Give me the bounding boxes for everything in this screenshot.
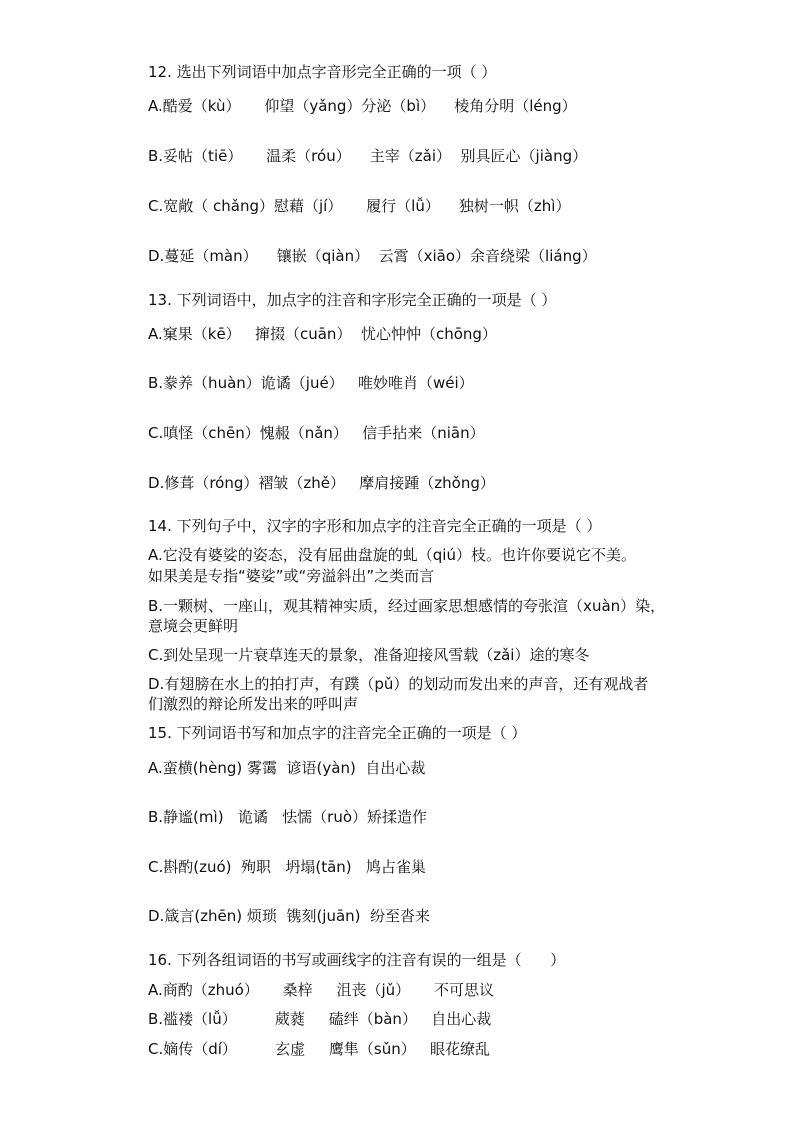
q12-option-b: B.妥帖（tiē） 温柔（róu） 主宰（zǎi） 别具匠心（jiàng） (148, 147, 588, 165)
q14-option-d-line2: 们激烈的辩论所发出来的呼叫声 (148, 695, 359, 713)
q14-option-d-line1: D.有翅膀在水上的拍打声，有蹼（pǔ）的划动而发出来的声音，还有观战者 (148, 675, 649, 693)
q13-stem: 13. 下列词语中，加点字的注音和字形完全正确的一项是（ ） (148, 291, 557, 309)
q14-option-c: C.到处呈现一片衰草连天的景象，准备迎接风雪载（zǎi）途的寒冬 (148, 646, 590, 664)
q15-option-b: B.静谧(mì) 诡谲 怯懦（ruò）矫揉造作 (148, 808, 428, 826)
q13-option-d: D.修葺（róng）褶皱（zhě） 摩肩接踵（zhǒng） (148, 474, 495, 492)
q16-option-a: A.商酌（zhuó） 桑梓 沮丧（jǔ） 不可思议 (148, 981, 495, 999)
q12-option-c: C.宽敞（ chǎng）慰藉（jí） 履行（lǚ） 独树一帜（zhì） (148, 197, 571, 215)
q16-option-b: B.褴褛（lǚ） 葳蕤 磕绊（bàn） 自出心裁 (148, 1010, 492, 1028)
q16-stem: 16. 下列各组词语的书写或画线字的注音有误的一组是（ ） (148, 951, 566, 969)
q15-option-c: C.斟酌(zuó) 殉职 坍塌(tān) 鸠占雀巢 (148, 858, 426, 876)
q14-stem: 14. 下列句子中，汉字的字形和加点字的注音完全正确的一项是（ ） (148, 517, 602, 535)
q14-option-a-line2: 如果美是专指“婆娑”或“旁溢斜出”之类而言 (148, 567, 435, 585)
q16-option-c: C.嫡传（dí） 玄虚 鹰隼（sǔn） 眼花缭乱 (148, 1040, 491, 1058)
q15-stem: 15. 下列词语书写和加点字的注音完全正确的一项是（ ） (148, 724, 527, 742)
q12-option-a: A.酷爱（kù） 仰望（yǎng）分泌（bì） 棱角分明（léng） (148, 97, 577, 115)
q14-option-b-line1: B.一颗树、一座山，观其精神实质，经过画家思想感情的夸张渲（xuàn）染， (148, 597, 666, 615)
q14-option-a-line1: A.它没有婆娑的姿态，没有屈曲盘旋的虬（qiú）枝。也许你要说它不美。 (148, 546, 636, 564)
q13-option-b: B.豢养（huàn）诡谲（jué） 唯妙唯肖（wéi） (148, 374, 474, 392)
q15-option-a: A.蛮横(hèng) 雾霭 谚语(yàn) 自出心裁 (148, 759, 426, 777)
q12-stem: 12. 选出下列词语中加点字音形完全正确的一项（ ） (148, 63, 497, 81)
q12-option-d: D.蔓延（màn） 镶嵌（qiàn） 云霄（xiāo）余音绕梁（liáng） (148, 247, 597, 265)
q15-option-d: D.箴言(zhēn) 烦琐 镌刻(juān) 纷至沓来 (148, 907, 431, 925)
q14-option-b-line2: 意境会更鲜明 (148, 617, 239, 635)
q13-option-c: C.嗔怪（chēn）愧赧（nǎn） 信手拈来（niān） (148, 424, 485, 442)
q13-option-a: A.窠果（kē） 撺掇（cuān） 忧心忡忡（chōng） (148, 325, 497, 343)
